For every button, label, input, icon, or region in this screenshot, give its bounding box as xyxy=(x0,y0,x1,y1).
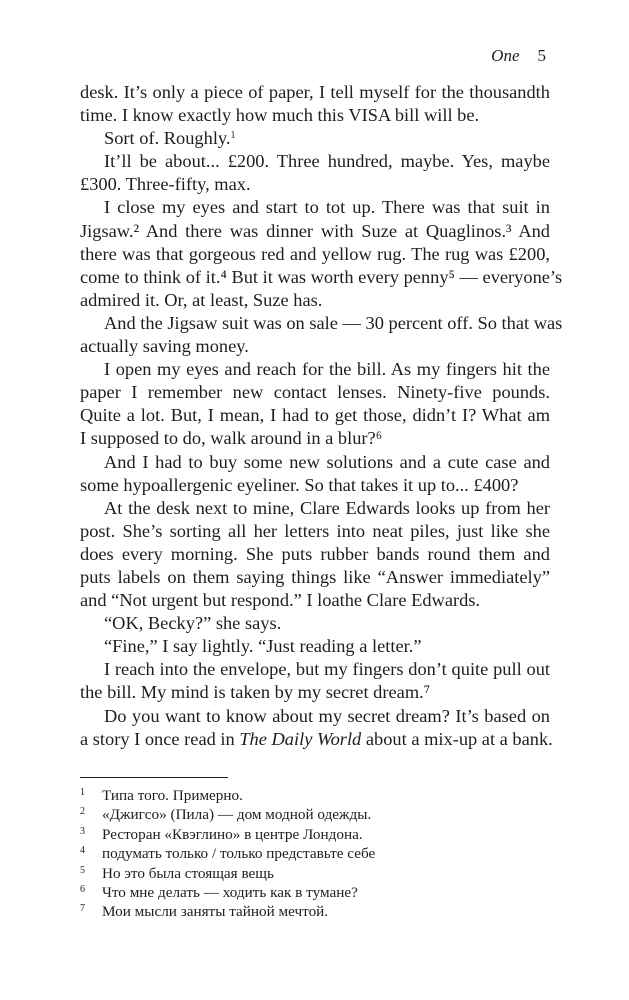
footnote-text: Мои мысли заняты тайной мечтой. xyxy=(102,903,329,921)
text-line xyxy=(80,705,550,728)
text-line xyxy=(80,612,550,635)
footnote-text: Ресторан «Квэглино» в центре Лондона. xyxy=(102,825,363,843)
text-line xyxy=(80,635,550,658)
line-text: and “Not urgent but respond.” I loathe Clare Edwards. xyxy=(80,590,481,611)
footnote-text: Но это была стоящая вещь xyxy=(102,864,274,882)
line-text: the bill. My mind is taken by my secret dream.⁷ xyxy=(80,682,431,703)
text-line xyxy=(80,150,550,173)
text-line xyxy=(80,312,563,335)
line-text: Jigsaw.² And there was dinner with Suze at Quaglinos.³ And xyxy=(80,220,550,241)
text-line xyxy=(80,543,550,566)
text-line xyxy=(80,520,550,543)
line-text: a story I once read in xyxy=(80,728,240,749)
text-line xyxy=(80,427,550,450)
line-text: I close my eyes and start to tot up. There was that suit in xyxy=(104,197,550,218)
footnote: 7 Мои мысли заняты тайной мечтой. xyxy=(80,903,329,921)
text-line xyxy=(80,497,550,520)
text-line xyxy=(80,404,550,427)
text-line xyxy=(80,173,550,196)
text-line xyxy=(80,566,550,589)
line-text: “Fine,” I say lightly. “Just reading a letter.” xyxy=(104,636,422,657)
text-line xyxy=(80,358,550,381)
footnote: 2 «Джигсо» (Пила) — дом модной одежды. xyxy=(80,806,372,824)
footnote-marker: 1 xyxy=(230,130,236,142)
footnote: 4 подумать только / только представьте себе xyxy=(80,845,376,863)
text-line xyxy=(80,127,550,150)
line-text: puts labels on them saying things like “Answer immediately” xyxy=(80,566,550,587)
line-text: come to think of it.⁴ But it was worth every penny⁵ — everyone’s xyxy=(80,266,563,287)
text-line xyxy=(80,474,550,497)
text-line xyxy=(80,289,550,312)
footnote-text: Типа того. Примерно. xyxy=(102,787,243,804)
line-text: It’ll be about... £200. Three hundred, maybe. Yes, maybe xyxy=(104,151,550,172)
running-head xyxy=(491,46,546,66)
text-line xyxy=(80,81,550,104)
line-text: At the desk next to mine, Clare Edwards looks up from her xyxy=(104,497,550,518)
text-line xyxy=(80,451,550,474)
line-text: Quite a lot. But, I mean, I had to get those, didn’t I? What am xyxy=(80,405,550,426)
footnote: 3 Ресторан «Квэглино» в центре Лондона. xyxy=(80,825,363,843)
line-text: And the Jigsaw suit was on sale — 30 percent off. So that was xyxy=(104,312,563,333)
line-text: £300. Three-fifty, max. xyxy=(80,174,251,195)
line-text: “OK, Becky?” she says. xyxy=(104,613,282,634)
line-text: I open my eyes and reach for the bill. As my fingers hit the xyxy=(104,359,550,380)
line-text: I reach into the envelope, but my fingers don’t quite pull out xyxy=(104,659,550,680)
text-line xyxy=(80,681,550,704)
line-text: post. She’s sorting all her letters into neat piles, just like she xyxy=(80,520,550,541)
text-line xyxy=(80,196,550,219)
footnote-rule xyxy=(80,777,228,778)
line-text: does every morning. She puts rubber bands round them and xyxy=(80,543,550,564)
text-line xyxy=(80,658,550,681)
text-line xyxy=(80,589,550,612)
line-text-after: about a mix-up at a bank. xyxy=(361,728,553,749)
text-line xyxy=(80,220,550,243)
line-text: Do you want to know about my secret dream? It’s based on xyxy=(104,705,550,726)
line-text: actually saving money. xyxy=(80,336,249,357)
footnote-text: подумать только / только представьте себе xyxy=(102,845,376,863)
text-line xyxy=(80,335,550,358)
footnote: 6 Что мне делать — ходить как в тумане? xyxy=(80,884,358,902)
body-text xyxy=(80,81,563,751)
line-text: I supposed to do, walk around in a blur?⁶ xyxy=(80,428,383,449)
text-line xyxy=(80,243,550,266)
text-line xyxy=(80,266,563,289)
italic-title: The Daily World xyxy=(239,728,362,749)
footnote: 5 Но это была стоящая вещь xyxy=(80,864,274,882)
text-line xyxy=(80,381,550,404)
line-text: desk. It’s only a piece of paper, I tell myself for the thousandth xyxy=(80,82,550,102)
line-text: time. I know exactly how much this VISA bill will be. xyxy=(80,105,480,126)
line-text: some hypoallergenic eyeliner. So that takes it up to... £400? xyxy=(80,474,519,495)
line-text: And I had to buy some new solutions and a cute case and xyxy=(104,451,550,472)
line-text: paper I remember new contact lenses. Ninety-five pounds. xyxy=(80,382,550,403)
text-line xyxy=(80,728,553,751)
footnote: 1 Типа того. Примерно. xyxy=(80,787,243,804)
page-number: 5 xyxy=(537,46,546,65)
footnotes xyxy=(80,786,550,922)
line-text: Sort of. Roughly. xyxy=(104,128,231,149)
footnote-text: Что мне делать — ходить как в тумане? xyxy=(102,884,358,902)
text-line xyxy=(80,104,550,127)
chapter-title: One xyxy=(491,46,520,65)
line-text: admired it. Or, at least, Suze has. xyxy=(80,289,323,310)
line-text: there was that gorgeous red and yellow rug. The rug was £200, xyxy=(80,243,550,264)
footnote-text: «Джигсо» (Пила) — дом модной одежды. xyxy=(102,806,372,824)
